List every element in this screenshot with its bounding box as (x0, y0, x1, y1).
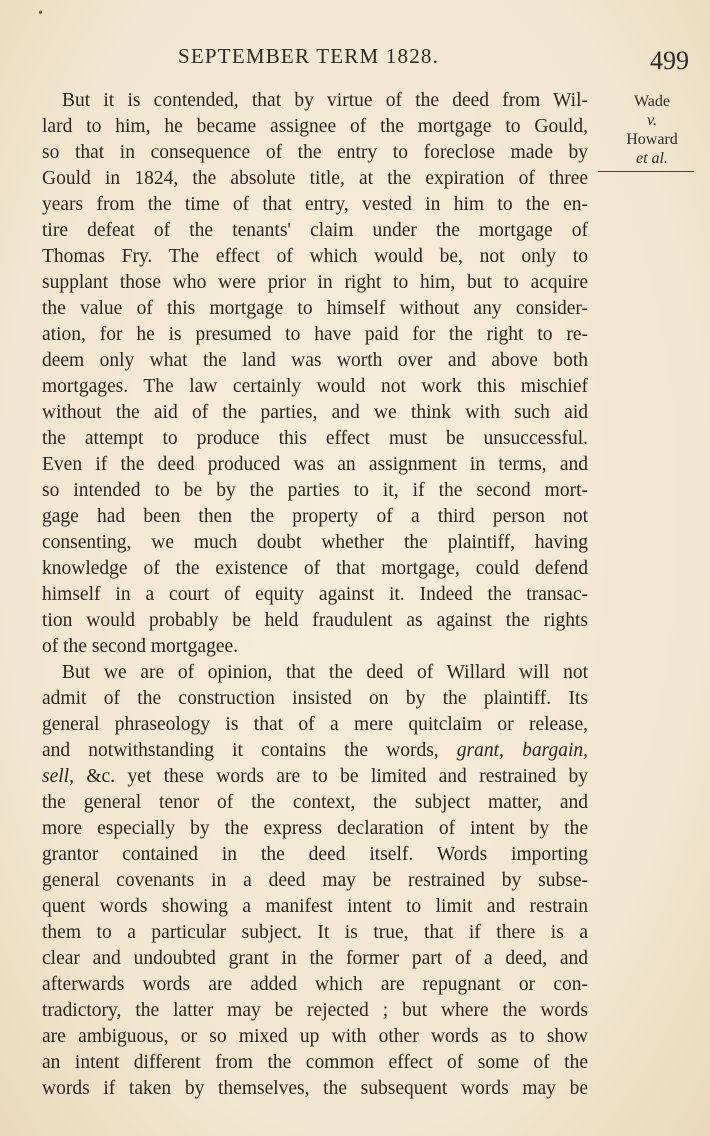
text-line: are ambiguous, or so mixed up with other words as to show (42, 1026, 588, 1047)
text-line-with-italics (42, 764, 588, 790)
text-line: general phraseology is that of a mere quitclaim or release, (42, 714, 588, 735)
edge-mark: • (38, 6, 43, 21)
text-line: so intended to be by the parties to it, if the second mort- (42, 480, 588, 501)
margin-caption-party-1: Wade (633, 93, 671, 110)
text-line: the attempt to produce this effect must be unsuccessful. (42, 428, 588, 449)
text-line: himself in a court of equity against it. Indeed the transac- (42, 584, 588, 605)
text-line: so that in consequence of the entry to foreclose made by (42, 142, 588, 163)
italic-word-sell: sell, (42, 766, 74, 787)
text-run: and notwithstanding it contains the words, (42, 740, 457, 761)
text-line: knowledge of the existence of that mortgage, could defend (42, 558, 588, 579)
text-line: them to a particular subject. It is true, that if there is a (42, 922, 588, 943)
margin-divider (598, 171, 694, 172)
page-number: 499 (650, 46, 689, 75)
paragraph-1 (42, 88, 588, 660)
text-line: mortgages. The law certainly would not work this mischief (42, 376, 588, 397)
text-line: supplant those who were prior in right to him, but to acquire (42, 272, 588, 293)
text-line: words if taken by themselves, the subsequent words may be (42, 1078, 588, 1099)
text-line: tire defeat of the tenants' claim under the mortgage of (42, 220, 588, 241)
margin-caption-versus: v. (647, 112, 657, 129)
text-line: But it is contended, that by virtue of the deed from Wil- (62, 90, 588, 111)
italic-word-bargain: bargain, (522, 740, 588, 761)
text-line: ation, for he is presumed to have paid for the right to re- (42, 324, 588, 345)
text-line: afterwards words are added which are repugnant or con- (42, 974, 588, 995)
text-line-with-italics (42, 738, 588, 764)
text-line: quent words showing a manifest intent to limit and restrain (42, 896, 588, 917)
text-line: tion would probably be held fraudulent as against the rights (42, 610, 588, 631)
text-line: lard to him, he became assignee of the mortgage to Gould, (42, 116, 588, 137)
text-line: grantor contained in the deed itself. Words importing (42, 844, 588, 865)
text-line: But we are of opinion, that the deed of Willard will not (62, 662, 588, 683)
text-line: gage had been then the property of a third person not (42, 506, 588, 527)
text-line: Gould in 1824, the absolute title, at the expiration of three (42, 168, 588, 189)
text-line: consenting, we much doubt whether the plaintiff, having (42, 532, 588, 553)
text-line: admit of the construction insisted on by the plaintiff. Its (42, 688, 588, 709)
running-head: SEPTEMBER TERM 1828. (178, 44, 440, 68)
text-line: deem only what the land was worth over and above both (42, 350, 588, 371)
margin-caption-et-al: et al. (636, 150, 668, 167)
text-line: years from the time of that entry, vested in him to the en- (42, 194, 588, 215)
text-line: clear and undoubted grant in the former part of a deed, and (42, 948, 588, 969)
text-line: without the aid of the parties, and we think with such aid (42, 402, 588, 423)
text-line: more especially by the express declaration of intent by the (42, 818, 588, 839)
text-line: Even if the deed produced was an assignment in terms, and (42, 454, 588, 475)
paragraph-2 (42, 660, 588, 1102)
text-run: &c. yet these words are to be limited and restrained by (73, 766, 588, 787)
text-line: tradictory, the latter may be rejected ; but where the words (42, 1000, 588, 1021)
text-line: of the second mortgagee. (42, 636, 239, 657)
margin-case-caption (598, 92, 706, 168)
text-line: an intent different from the common effect of some of the (42, 1052, 588, 1073)
text-line: general covenants in a deed may be restrained by subse- (42, 870, 588, 891)
text-line: Thomas Fry. The effect of which would be, not only to (42, 246, 588, 267)
opinion-text (42, 88, 588, 1102)
italic-word-grant: grant, (456, 740, 504, 761)
text-line: the general tenor of the context, the subject matter, and (42, 792, 588, 813)
text-line: the value of this mortgage to himself without any consider- (42, 298, 588, 319)
margin-caption-party-2: Howard (626, 131, 678, 148)
